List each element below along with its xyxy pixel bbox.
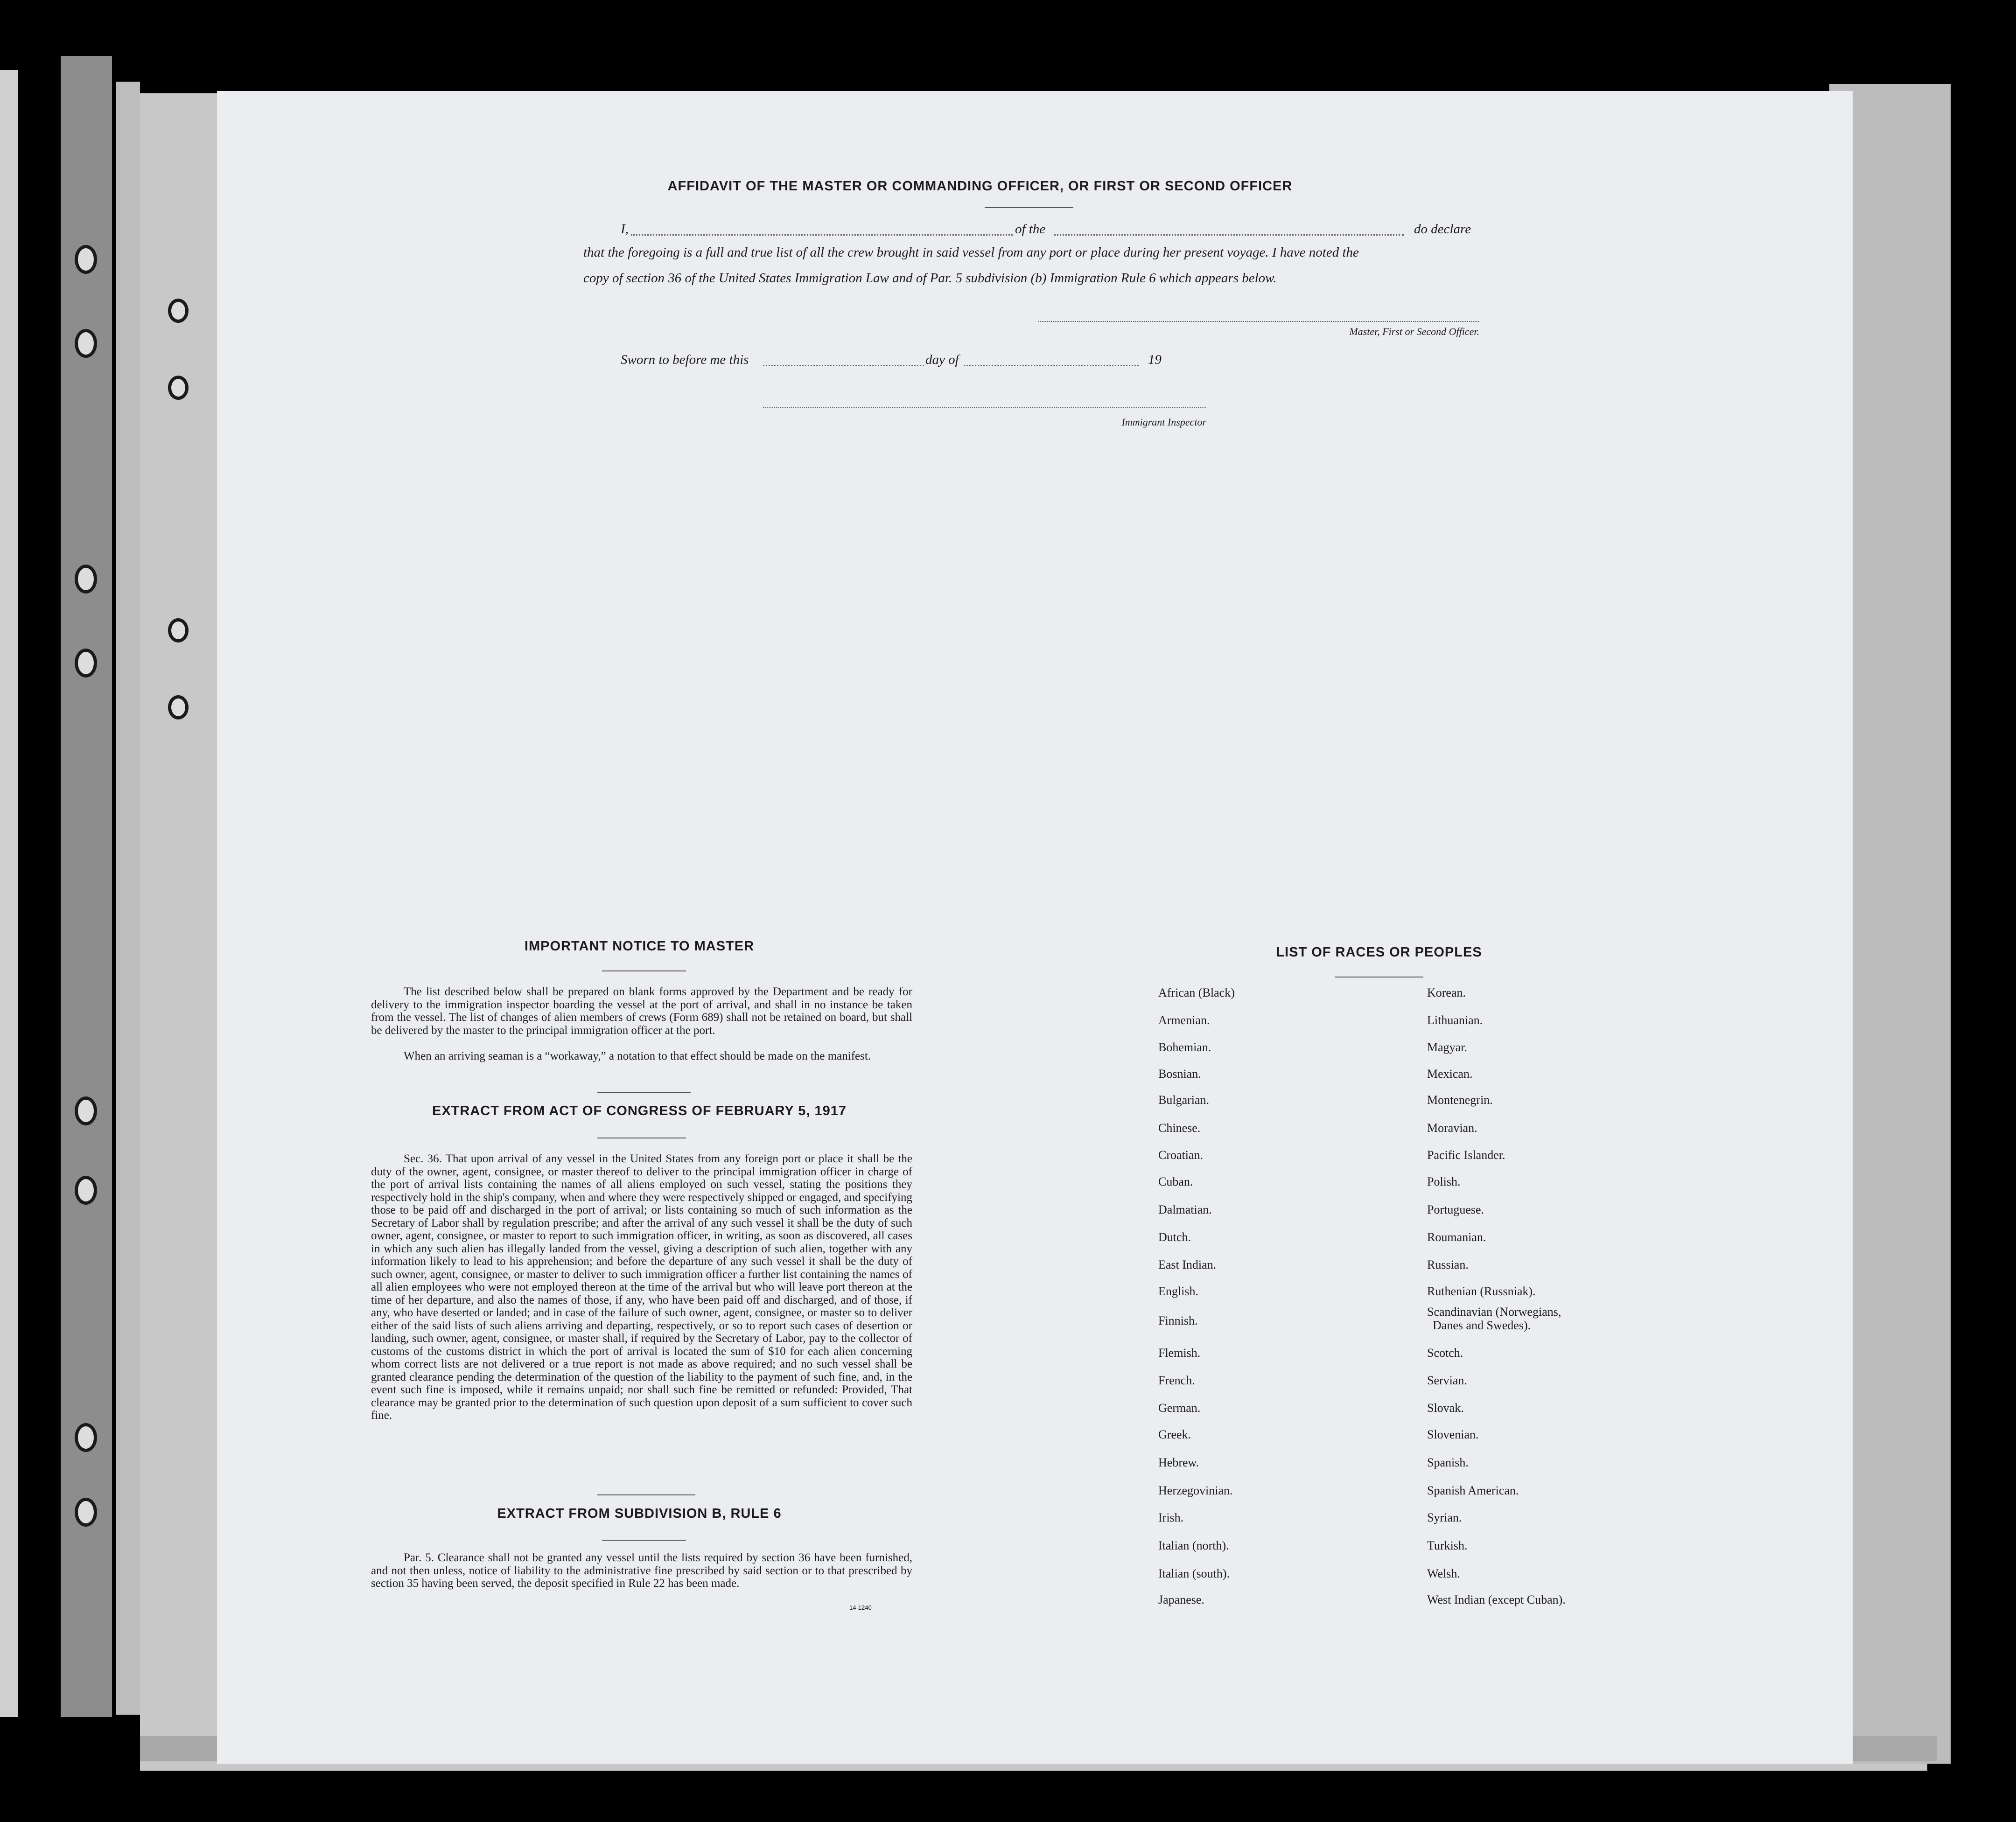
binder-hole-icon: [75, 565, 97, 593]
binder-strip: [116, 82, 140, 1715]
race-item: Slovak.: [1427, 1401, 1464, 1415]
affidavit-line2: that the foregoing is a full and true list of all the crew brought in said vessel from any port or place during her present voyage. I have noted the: [583, 245, 1359, 260]
race-item: Greek.: [1158, 1428, 1191, 1441]
race-item: Flemish.: [1158, 1346, 1201, 1360]
binder-hole-icon: [75, 245, 97, 274]
binder-hole-icon: [75, 649, 97, 677]
race-item: Scotch.: [1427, 1346, 1463, 1360]
divider: [602, 970, 686, 971]
race-item: Ruthenian (Russniak).: [1427, 1284, 1536, 1298]
document-page: [217, 91, 1853, 1764]
race-item: Herzegovinian.: [1158, 1484, 1233, 1497]
name-blank: [631, 234, 1013, 236]
race-item: Servian.: [1427, 1374, 1467, 1387]
race-item: Russian.: [1427, 1258, 1469, 1271]
race-item: French.: [1158, 1374, 1195, 1387]
extract-rule-body: Par. 5. Clearance shall not be granted any vessel until the lists required by section 36 have been furnished, and not then unless, notice of liability to the administrative fine prescribed by said section or to that prescribed by section 35 having been served, the deposit specified in Rule 22 has been made.: [371, 1551, 912, 1590]
affidavit-of-the: of the: [1015, 222, 1046, 237]
race-item: Dutch.: [1158, 1230, 1191, 1244]
master-signature-label: Master, First or Second Officer.: [1349, 326, 1479, 337]
binder-hole-icon: [75, 1423, 97, 1452]
race-item: Croatian.: [1158, 1148, 1204, 1162]
race-item: West Indian (except Cuban).: [1427, 1593, 1566, 1606]
race-item: Pacific Islander.: [1427, 1148, 1505, 1162]
extract-act-title: EXTRACT FROM ACT OF CONGRESS OF FEBRUARY 5, 1917: [432, 1103, 847, 1118]
race-item: Spanish American.: [1427, 1484, 1519, 1497]
race-item: Slovenian.: [1427, 1428, 1479, 1441]
race-item: Dalmatian.: [1158, 1203, 1212, 1216]
sworn-prefix: Sworn to before me this: [621, 352, 749, 367]
race-item: African (Black): [1158, 986, 1235, 999]
binder-hole-icon: [168, 618, 189, 642]
races-title: LIST OF RACES OR PEOPLES: [1276, 945, 1482, 960]
race-item: Syrian.: [1427, 1511, 1462, 1524]
race-item: East Indian.: [1158, 1258, 1217, 1271]
affidavit-i: I,: [621, 222, 629, 237]
binder-hole-icon: [168, 376, 189, 400]
race-item: German.: [1158, 1401, 1201, 1415]
affidavit-line3: copy of section 36 of the United States Immigration Law and of Par. 5 subdivision (b) Immigration Rule 6 which appears below.: [583, 271, 1277, 286]
race-item: English.: [1158, 1284, 1198, 1298]
affidavit-title: AFFIDAVIT OF THE MASTER OR COMMANDING OFFICER, OR FIRST OR SECOND OFFICER: [667, 179, 1293, 194]
race-item: Armenian.: [1158, 1013, 1210, 1027]
race-item: Italian (north).: [1158, 1539, 1229, 1552]
sworn-day-of: day of: [925, 352, 959, 367]
race-item: Spanish.: [1427, 1456, 1469, 1469]
race-item: Finnish.: [1158, 1314, 1198, 1327]
race-item: Scandinavian (Norwegians,: [1427, 1305, 1561, 1319]
binder-hole-icon: [75, 1498, 97, 1527]
race-item: Lithuanian.: [1427, 1013, 1483, 1027]
race-item: Welsh.: [1427, 1567, 1460, 1580]
race-item: Bosnian.: [1158, 1067, 1201, 1081]
binder-edge-left: [0, 70, 18, 1717]
notice-title: IMPORTANT NOTICE TO MASTER: [524, 939, 755, 954]
race-item: Cuban.: [1158, 1175, 1193, 1188]
notice-paragraph-1: The list described below shall be prepared on blank forms approved by the Department and be ready for delivery to the immigration inspector boarding the vessel at the port of arrival, and shall in no instance be taken from the vessel. The list of changes of alien members of crews (Form 689) shall not be retained on board, but shall be delivered by the master to the principal immigration officer at the port.: [371, 985, 912, 1037]
divider: [985, 207, 1073, 208]
race-item: Montenegrin.: [1427, 1093, 1493, 1107]
race-item: Mexican.: [1427, 1067, 1473, 1081]
race-item: Moravian.: [1427, 1121, 1477, 1135]
form-number: 14-1240: [849, 1604, 872, 1611]
race-item: Magyar.: [1427, 1040, 1467, 1054]
race-item: Hebrew.: [1158, 1456, 1199, 1469]
binder-hole-icon: [168, 695, 189, 719]
binder-spine: [61, 56, 112, 1717]
inspector-signature-line: [763, 407, 1206, 408]
divider: [602, 1540, 686, 1541]
month-blank: [964, 365, 1139, 366]
race-item: Bohemian.: [1158, 1040, 1211, 1054]
race-item: Japanese.: [1158, 1593, 1204, 1606]
day-blank: [763, 365, 924, 366]
race-item: Italian (south).: [1158, 1567, 1230, 1580]
race-item: Polish.: [1427, 1175, 1461, 1188]
race-item: Roumanian.: [1427, 1230, 1486, 1244]
race-item: Chinese.: [1158, 1121, 1201, 1135]
binder-hole-icon: [168, 299, 189, 323]
race-item: Turkish.: [1427, 1539, 1468, 1552]
extract-rule-title: EXTRACT FROM SUBDIVISION B, RULE 6: [497, 1506, 782, 1521]
sworn-year: 19: [1148, 352, 1162, 367]
affidavit-do-declare: do declare: [1414, 222, 1471, 237]
divider: [597, 1494, 695, 1495]
binder-hole-icon: [75, 1176, 97, 1205]
race-item: Bulgarian.: [1158, 1093, 1210, 1107]
race-item: Portuguese.: [1427, 1203, 1484, 1216]
extract-act-body: Sec. 36. That upon arrival of any vessel in the United States from any foreign port or place it shall be the duty of the owner, agent, consignee, or master thereof to deliver to the principal immigration officer in charge of the port of arrival lists containing the names of all aliens employed on such vessel, stating the positions they respectively hold in the ship's company, when and where they were respectively shipped or engaged, and specifying those to be paid off and discharged in the port of arrival; or lists containing so much of such information as the Secretary of Labor shall by regulation prescribe; and after the arrival of any such vessel it shall be the duty of such owner, agent, consignee, or master to report to such immigration officer, in writing, as soon as discovered, all cases in which any such alien has illegally landed from the vessel, giving a description of such alien, together with any information likely to lead to his apprehension; and before the departure of any such vessel it shall be the duty of such owner, agent, consignee, or master to deliver to such immigration officer a further list containing the names of all alien employees who were not employed thereon at the time of the arrival but who will leave port thereon at the time of her departure, and also the names of those, if any, who have been paid off and discharged, and of those, if any, who have deserted or landed; and in case of the failure of such owner, agent, consignee, or master so to deliver either of the said lists of such aliens arriving and departing, respectively, or so to report such cases of desertion or landing, such owner, agent, consignee, or master shall, if required by the Secretary of Labor, pay to the collector of customs of the customs district in which the port of arrival is located the sum of $10 for each alien concerning whom correct lists are not delivered or a true report is not made as above required; and no such vessel shall be granted clearance pending the determination of the question of the liability to the payment of such fine, and, in the event such fine is imposed, while it remains unpaid; nor shall such fine be remitted or refunded: Provided, That clearance may be granted prior to the determination of such question upon deposit of a sum sufficient to cover such fine.: [371, 1152, 912, 1422]
inspector-label: Immigrant Inspector: [1121, 416, 1206, 428]
master-signature-line: [1038, 321, 1479, 322]
race-item: Irish.: [1158, 1511, 1184, 1524]
binder-hole-icon: [75, 1096, 97, 1125]
divider: [597, 1092, 691, 1093]
vessel-blank: [1054, 234, 1404, 236]
race-scandinavian-continued: Danes and Swedes).: [1433, 1319, 1531, 1332]
binder-hole-icon: [75, 329, 97, 358]
notice-paragraph-2: When an arriving seaman is a “workaway,” a notation to that effect should be made on the manifest.: [404, 1050, 871, 1062]
race-item: Korean.: [1427, 986, 1466, 999]
